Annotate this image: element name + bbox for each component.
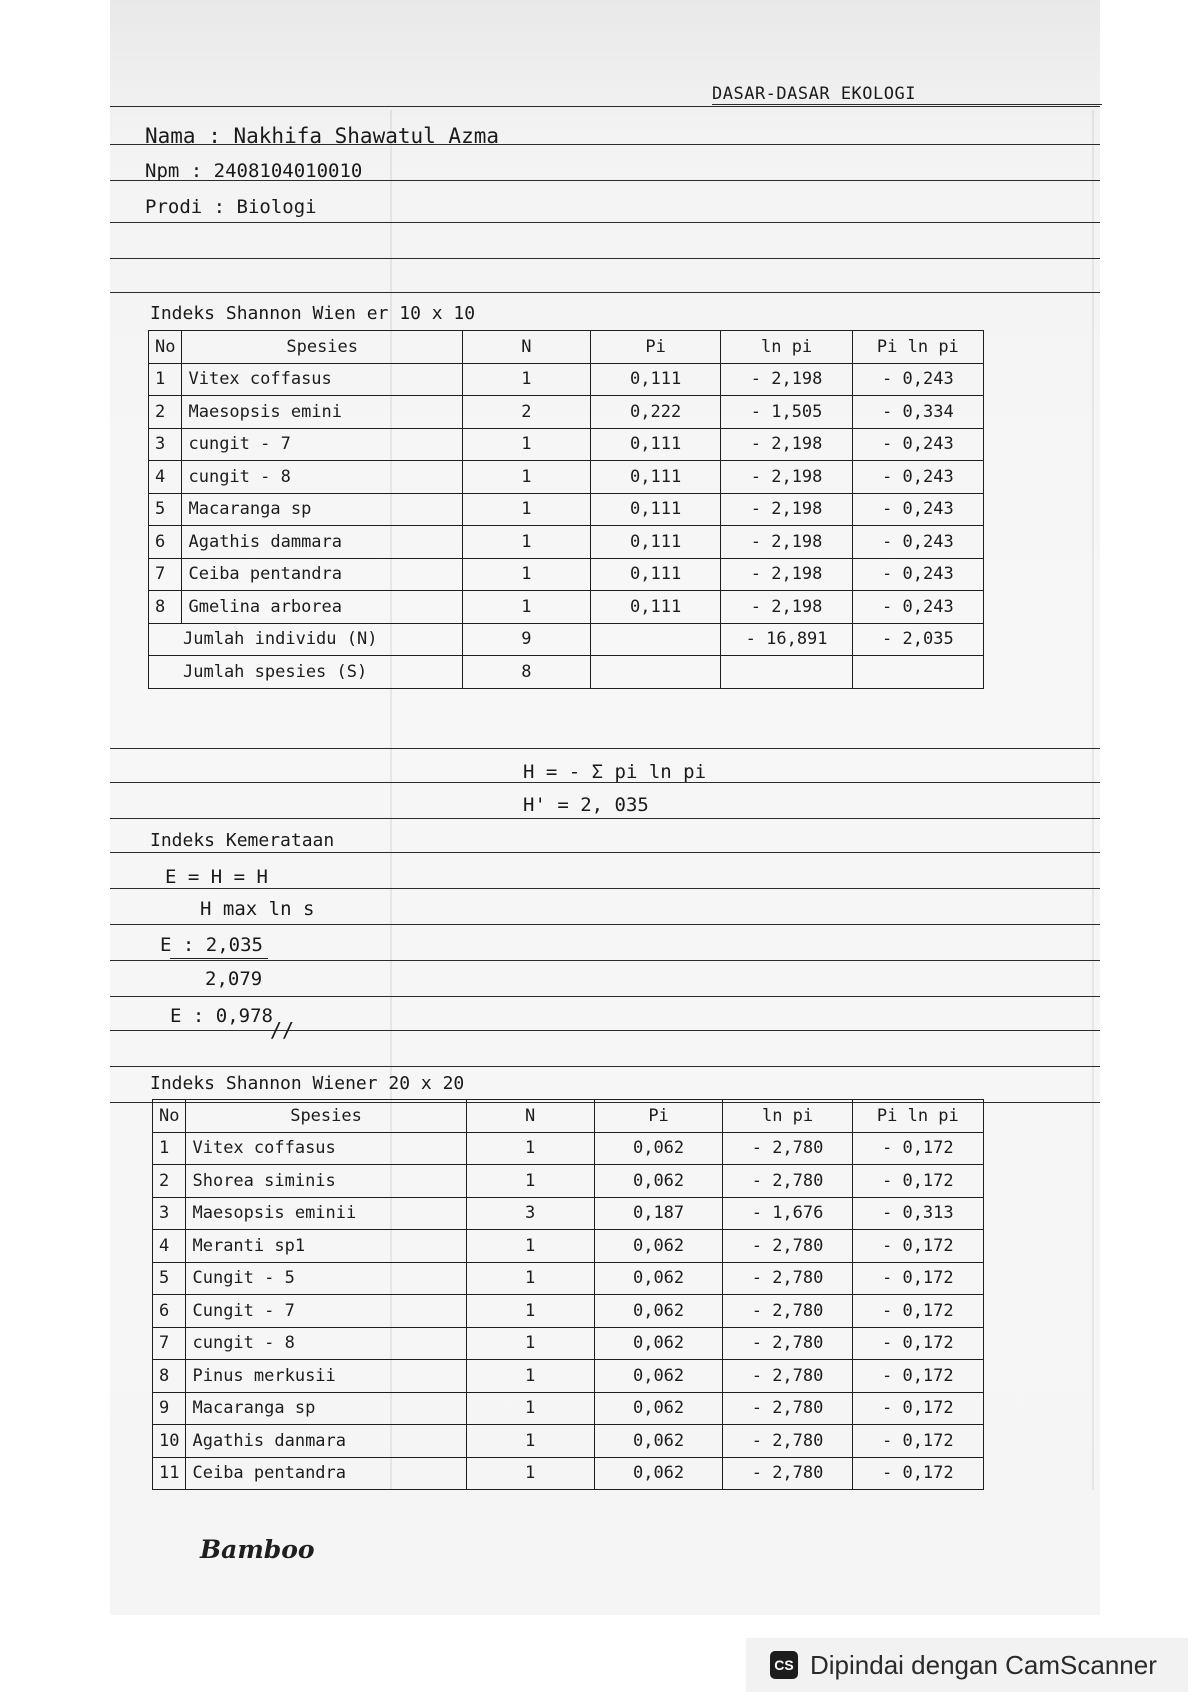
table-cell: - 1,505 — [721, 396, 852, 429]
shannon-value: H' = 2, 035 — [523, 794, 649, 816]
table-cell: 0,111 — [590, 428, 721, 461]
table-cell: 0,062 — [594, 1392, 723, 1425]
table-cell: 0,111 — [590, 526, 721, 559]
table-row — [149, 428, 984, 461]
student-name: Nama : Nakhifa Shawatul Azma — [145, 124, 500, 148]
table-cell: 0,062 — [594, 1165, 723, 1198]
shannon-formula: H = - Σ pi ln pi — [523, 761, 707, 783]
summary-row — [149, 656, 984, 689]
table-cell: 1 — [466, 1392, 594, 1425]
table-cell: 1 — [462, 526, 590, 559]
table-row — [153, 1262, 984, 1295]
evenness-formula-bottom: H max ln s — [200, 898, 315, 920]
table-cell: - 0,243 — [852, 363, 983, 396]
column-header: Pi — [590, 331, 721, 364]
table-cell: - 2,780 — [723, 1392, 852, 1425]
table-cell: 1 — [462, 428, 590, 461]
table-cell: - 2,198 — [721, 428, 852, 461]
table-cell: 10 — [153, 1425, 186, 1458]
table-cell: 4 — [149, 461, 182, 494]
table-cell: Macaranga sp — [182, 493, 462, 526]
evenness-denominator: 2,079 — [205, 968, 263, 990]
table-cell: 1 — [466, 1295, 594, 1328]
summary-cell — [590, 656, 721, 689]
table-cell: - 2,780 — [723, 1425, 852, 1458]
table-cell: Cungit - 5 — [186, 1262, 466, 1295]
table-cell: 1 — [466, 1425, 594, 1458]
table-cell: 1 — [462, 461, 590, 494]
table-cell: - 0,172 — [852, 1327, 983, 1360]
column-header: N — [466, 1100, 594, 1133]
table-cell: Maesopsis emini — [182, 396, 462, 429]
summary-cell: 9 — [462, 623, 590, 656]
table-row — [153, 1197, 984, 1230]
table-cell: - 0,334 — [852, 396, 983, 429]
table-cell: - 0,313 — [852, 1197, 983, 1230]
table-cell: 1 — [153, 1132, 186, 1165]
table-cell: 0,062 — [594, 1457, 723, 1490]
evenness-title: Indeks Kemerataan — [150, 830, 335, 851]
table-cell: 3 — [466, 1197, 594, 1230]
table-cell: Ceiba pentandra — [182, 558, 462, 591]
table-cell: Pinus merkusii — [186, 1360, 466, 1393]
table-cell: 1 — [466, 1457, 594, 1490]
table-row — [153, 1230, 984, 1263]
table-cell: Vitex coffasus — [186, 1132, 466, 1165]
table-cell: cungit - 8 — [182, 461, 462, 494]
table-cell: Meranti sp1 — [186, 1230, 466, 1263]
table-cell: - 0,243 — [852, 591, 983, 624]
table-cell: 8 — [149, 591, 182, 624]
table-cell: - 0,172 — [852, 1262, 983, 1295]
table-cell: 0,062 — [594, 1360, 723, 1393]
summary-cell — [721, 656, 852, 689]
table-cell: 0,111 — [590, 363, 721, 396]
table-cell: 1 — [466, 1165, 594, 1198]
table-cell: 1 — [462, 558, 590, 591]
table-cell: - 0,172 — [852, 1360, 983, 1393]
notebook-brand-logo: Bamboo — [200, 1535, 315, 1564]
table-row — [149, 526, 984, 559]
table-cell: - 2,198 — [721, 526, 852, 559]
table-cell: - 0,172 — [852, 1230, 983, 1263]
table-cell: 1 — [466, 1327, 594, 1360]
table-row — [149, 363, 984, 396]
summary-cell: 8 — [462, 656, 590, 689]
table-cell: 2 — [149, 396, 182, 429]
column-header: No — [149, 331, 182, 364]
table-cell: - 0,243 — [852, 493, 983, 526]
end-mark: // — [270, 1018, 295, 1042]
summary-cell: - 16,891 — [721, 623, 852, 656]
table-cell: 1 — [149, 363, 182, 396]
table-cell: 0,062 — [594, 1295, 723, 1328]
table-row — [149, 558, 984, 591]
table-row — [153, 1165, 984, 1198]
table-cell: - 2,780 — [723, 1165, 852, 1198]
table-cell: Agathis dammara — [182, 526, 462, 559]
table-cell: Gmelina arborea — [182, 591, 462, 624]
fraction-bar — [170, 958, 268, 959]
student-prodi: Prodi : Biologi — [145, 196, 317, 218]
evenness-numerator: E : 2,035 — [160, 934, 263, 956]
table-cell: - 2,198 — [721, 461, 852, 494]
column-header: Spesies — [186, 1100, 466, 1133]
table-cell: 0,111 — [590, 461, 721, 494]
table-cell: 1 — [466, 1132, 594, 1165]
table1-title: Indeks Shannon Wien er 10 x 10 — [150, 303, 476, 324]
table-cell: - 2,198 — [721, 493, 852, 526]
table-row — [153, 1457, 984, 1490]
table-cell: - 0,172 — [852, 1392, 983, 1425]
column-header: Pi — [594, 1100, 723, 1133]
column-header: Pi ln pi — [852, 1100, 983, 1133]
course-title: DASAR-DASAR EKOLOGI — [712, 84, 916, 104]
scanner-label: Dipindai dengan CamScanner — [810, 1650, 1157, 1680]
table-row — [149, 396, 984, 429]
table-cell: 2 — [462, 396, 590, 429]
summary-label: Jumlah individu (N) — [149, 623, 463, 656]
table-row — [153, 1425, 984, 1458]
table-cell: 4 — [153, 1230, 186, 1263]
column-header: ln pi — [721, 331, 852, 364]
evenness-result: E : 0,978 — [170, 1005, 273, 1027]
table-cell: - 2,198 — [721, 558, 852, 591]
column-header: ln pi — [723, 1100, 852, 1133]
table-cell: 1 — [462, 363, 590, 396]
table-cell: 3 — [149, 428, 182, 461]
table-cell: - 2,780 — [723, 1360, 852, 1393]
table-cell: Cungit - 7 — [186, 1295, 466, 1328]
table-cell: 0,062 — [594, 1327, 723, 1360]
table-cell: - 2,198 — [721, 591, 852, 624]
table-row — [153, 1295, 984, 1328]
table-cell: 7 — [153, 1327, 186, 1360]
table-cell: 6 — [153, 1295, 186, 1328]
table-row — [153, 1360, 984, 1393]
header-row — [149, 331, 984, 364]
table-cell: Macaranga sp — [186, 1392, 466, 1425]
table-cell: 6 — [149, 526, 182, 559]
table-cell: - 0,172 — [852, 1165, 983, 1198]
table-cell: 0,062 — [594, 1425, 723, 1458]
table-cell: Vitex coffasus — [182, 363, 462, 396]
table-cell: Maesopsis eminii — [186, 1197, 466, 1230]
table-cell: - 0,172 — [852, 1295, 983, 1328]
table-cell: Agathis danmara — [186, 1425, 466, 1458]
table-cell: 5 — [149, 493, 182, 526]
summary-cell: - 2,035 — [852, 623, 983, 656]
shannon-table-10x10 — [148, 330, 984, 689]
table-row — [153, 1327, 984, 1360]
table-cell: 0,111 — [590, 591, 721, 624]
table-cell: Ceiba pentandra — [186, 1457, 466, 1490]
table-cell: 3 — [153, 1197, 186, 1230]
table-cell: - 0,243 — [852, 428, 983, 461]
table-cell: 1 — [466, 1360, 594, 1393]
table-cell: 0,062 — [594, 1132, 723, 1165]
summary-cell — [852, 656, 983, 689]
table-cell: - 2,780 — [723, 1132, 852, 1165]
table-cell: 11 — [153, 1457, 186, 1490]
table-cell: - 2,780 — [723, 1230, 852, 1263]
table-cell: - 1,676 — [723, 1197, 852, 1230]
table-cell: 7 — [149, 558, 182, 591]
table-cell: - 0,172 — [852, 1132, 983, 1165]
table-cell: Shorea siminis — [186, 1165, 466, 1198]
table-cell: - 2,198 — [721, 363, 852, 396]
column-header: N — [462, 331, 590, 364]
table-cell: 0,062 — [594, 1230, 723, 1263]
column-header: No — [153, 1100, 186, 1133]
summary-cell — [590, 623, 721, 656]
header-row — [153, 1100, 984, 1133]
table-cell: - 0,172 — [852, 1425, 983, 1458]
evenness-formula-top: E = H = H — [165, 866, 268, 888]
table-cell: 9 — [153, 1392, 186, 1425]
table2-title: Indeks Shannon Wiener 20 x 20 — [150, 1073, 465, 1094]
table-cell: 1 — [466, 1262, 594, 1295]
table-cell: 0,222 — [590, 396, 721, 429]
table-cell: 5 — [153, 1262, 186, 1295]
table-cell: 0,111 — [590, 558, 721, 591]
table-cell: 1 — [466, 1230, 594, 1263]
camscanner-icon: CS — [770, 1651, 798, 1679]
table-cell: - 2,780 — [723, 1457, 852, 1490]
table-row — [149, 591, 984, 624]
summary-row — [149, 623, 984, 656]
table-cell: - 2,780 — [723, 1262, 852, 1295]
table-cell: - 0,172 — [852, 1457, 983, 1490]
table-cell: - 0,243 — [852, 558, 983, 591]
table-cell: 2 — [153, 1165, 186, 1198]
summary-label: Jumlah spesies (S) — [149, 656, 463, 689]
table-cell: - 2,780 — [723, 1327, 852, 1360]
table-row — [149, 461, 984, 494]
table-cell: 0,062 — [594, 1262, 723, 1295]
table-cell: cungit - 7 — [182, 428, 462, 461]
table-cell: 0,111 — [590, 493, 721, 526]
table-row — [153, 1132, 984, 1165]
table-cell: 8 — [153, 1360, 186, 1393]
table-cell: 0,187 — [594, 1197, 723, 1230]
column-header: Spesies — [182, 331, 462, 364]
table-cell: 1 — [462, 591, 590, 624]
shannon-table-20x20 — [152, 1099, 984, 1490]
column-header: Pi ln pi — [852, 331, 983, 364]
table-row — [149, 493, 984, 526]
table-cell: - 0,243 — [852, 526, 983, 559]
table-cell: 1 — [462, 493, 590, 526]
table-cell: - 0,243 — [852, 461, 983, 494]
table-cell: cungit - 8 — [186, 1327, 466, 1360]
student-npm: Npm : 2408104010010 — [145, 160, 363, 182]
table-cell: - 2,780 — [723, 1295, 852, 1328]
table-row — [153, 1392, 984, 1425]
